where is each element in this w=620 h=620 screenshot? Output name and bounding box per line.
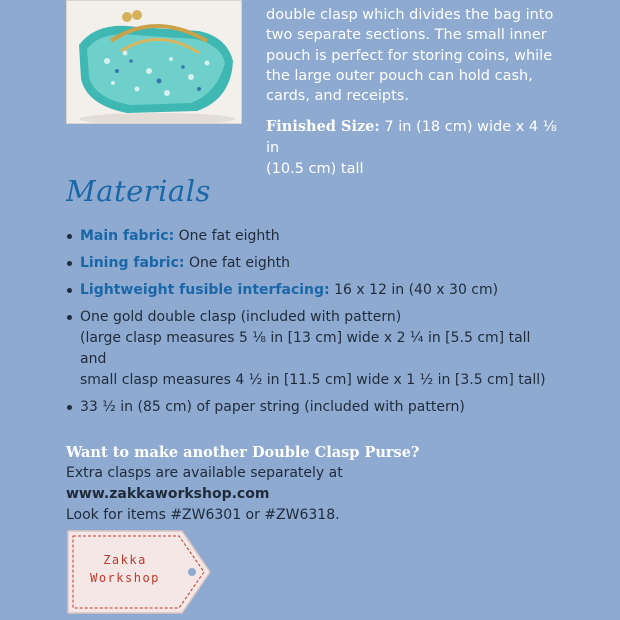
extra-line: Extra clasps are available separately at xyxy=(66,465,343,481)
materials-item xyxy=(80,226,560,247)
website-link[interactable]: www.zakkaworkshop.com xyxy=(66,486,270,502)
intro-paragraph xyxy=(266,5,566,106)
materials-item-label: Lining fabric: xyxy=(80,255,185,271)
logo-text-top: Zakka xyxy=(103,553,147,567)
materials-item-label: Main fabric: xyxy=(80,228,175,244)
materials-item xyxy=(80,253,560,274)
product-photo xyxy=(66,0,242,124)
intro-line: two separate sections. The small inner xyxy=(266,27,547,44)
extra-clasps-note xyxy=(66,442,546,526)
finished-size-value: 7 in (18 cm) wide x 4 ⅛ in xyxy=(266,119,557,156)
materials-item-text: 16 x 12 in (40 x 30 cm) xyxy=(329,282,499,298)
intro-line: double clasp which divides the bag into xyxy=(266,7,554,23)
materials-heading: Materials xyxy=(66,174,211,208)
clasp-detail: small clasp measures 4 ½ in [11.5 cm] wide x 1 ½ in [3.5 cm] tall) xyxy=(80,372,546,388)
materials-item-text: 33 ½ in (85 cm) of paper string (included with pattern) xyxy=(80,399,465,415)
clasp-detail: (large clasp measures 5 ⅛ in [13 cm] wide x 2 ¼ in [5.5 cm] tall and xyxy=(80,330,531,367)
materials-item xyxy=(80,397,560,418)
logo-text-bottom: Workshop xyxy=(90,571,160,585)
materials-item-text: One fat eighth xyxy=(184,255,290,271)
finished-size-label: Finished Size: xyxy=(266,118,380,135)
finished-size-value-continued: (10.5 cm) tall xyxy=(266,161,364,177)
materials-list xyxy=(80,226,560,424)
intro-line: cards, and receipts. xyxy=(266,88,409,105)
materials-item xyxy=(80,280,560,301)
intro-line: the large outer pouch can hold cash, xyxy=(266,67,533,84)
extra-question: Want to make another Double Clasp Purse? xyxy=(66,444,420,461)
clasp-purse-image xyxy=(67,1,242,124)
finished-size xyxy=(266,116,566,180)
intro-line: pouch is perfect for storing coins, while xyxy=(266,47,553,64)
materials-item-text: One fat eighth xyxy=(174,228,280,244)
materials-item-text: One gold double clasp (included with pattern) xyxy=(80,309,402,325)
materials-item xyxy=(80,307,560,391)
materials-item-label: Lightweight fusible interfacing: xyxy=(80,282,330,298)
zakka-workshop-logo xyxy=(66,529,212,615)
extra-line: Look for items #ZW6301 or #ZW6318. xyxy=(66,507,340,523)
